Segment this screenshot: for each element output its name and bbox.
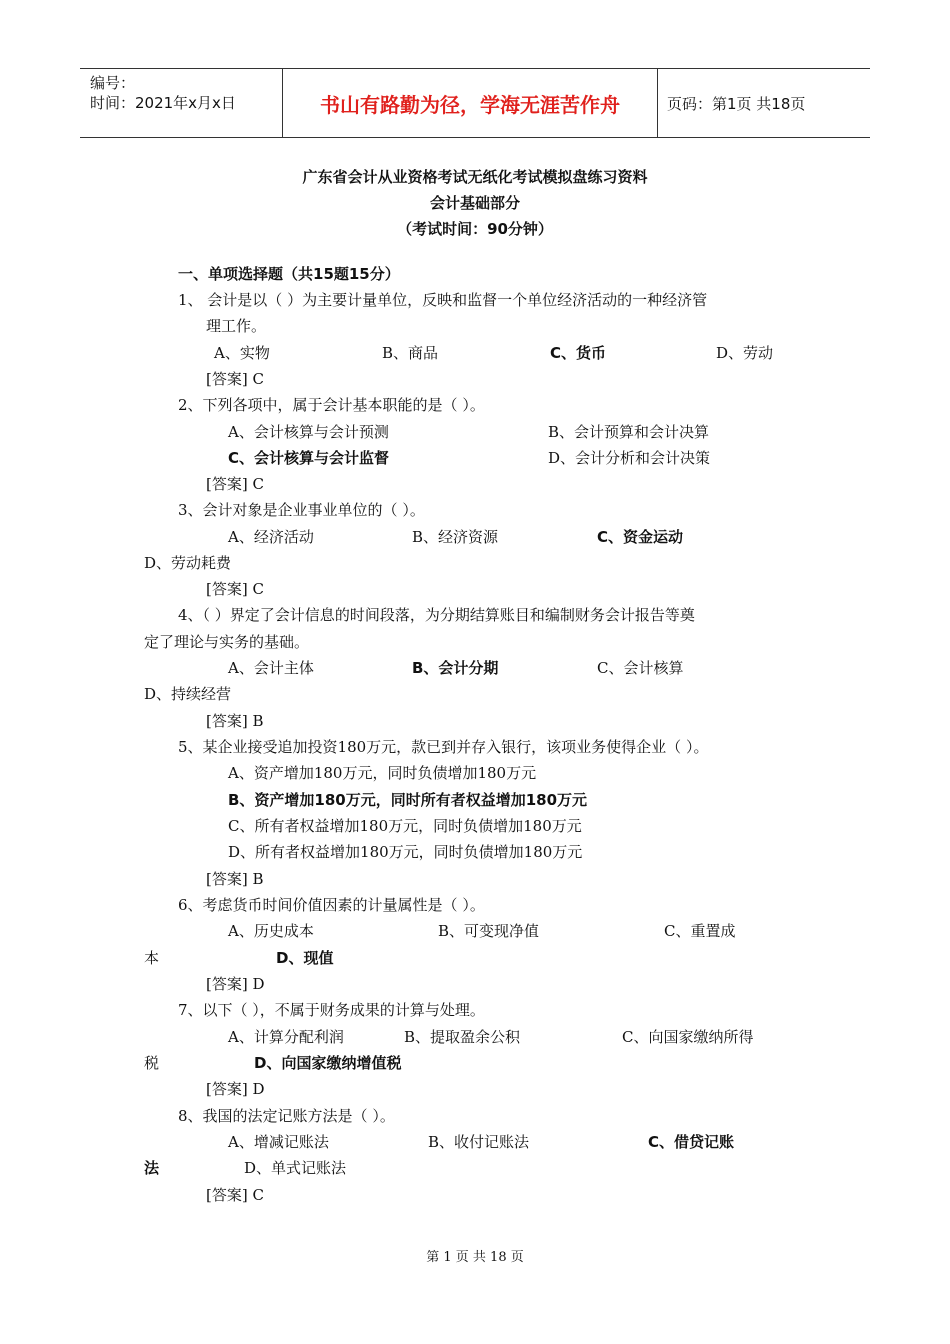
option: A、资产增加180万元，同时负债增加180万元 [228,764,537,782]
answer: [答案] C [206,580,264,598]
option: C、向国家缴纳所得 [622,1028,754,1046]
option: B、收付记账法 [428,1133,530,1151]
answer: [答案] D [206,975,265,993]
question-stem: 2、下列各项中，属于会计基本职能的是（ ）。 [178,396,485,414]
header-motto: 书山有路勤为径，学海无涯苦作舟 [282,69,658,137]
question-stem: 7、以下（ ），不属于财务成果的计算与处理。 [178,1001,485,1019]
question-stem: 8、我国的法定记账方法是（ ）。 [178,1107,395,1125]
question-stem: 5、某企业接受追加投资180万元，款已到并存入银行，该项业务使得企业（ ）。 [178,738,709,756]
option: A、计算分配利润 [228,1028,344,1046]
page-footer: 第 1 页 共 18 页 [426,1250,524,1265]
option: B、商品 [382,344,439,362]
answer: [答案] C [206,475,264,493]
option: D、劳动耗费 [144,554,232,572]
correct-option: B、会计分期 [412,659,499,677]
correct-option: C、货币 [550,344,607,362]
option: A、会计核算与会计预测 [228,423,389,441]
correct-option: D、向国家缴纳增值税 [254,1054,402,1072]
question-stem: 1、 会计是以（ ）为主要计量单位，反映和监督一个单位经济活动的一种经济管 [178,291,708,309]
answer: [答案] B [206,870,264,888]
correct-option: C、借贷记账 [648,1133,735,1151]
question-stem: 3、会计对象是企业事业单位的（ ）。 [178,501,425,519]
option: B、可变现净值 [438,922,540,940]
option: D、单式记账法 [244,1159,347,1177]
option: D、持续经营 [144,685,232,703]
correct-option: D、现值 [276,949,334,967]
document-subtitle: 会计基础部分 [429,194,520,212]
option: D、劳动 [716,344,774,362]
answer: [答案] B [206,712,264,730]
option: C、所有者权益增加180万元，同时负债增加180万元 [228,817,582,835]
correct-option: C、会计核算与会计监督 [228,449,390,467]
option: A、经济活动 [228,528,314,546]
answer: [答案] D [206,1080,265,1098]
option: B、提取盈余公积 [404,1028,521,1046]
document-title: 广东省会计从业资格考试无纸化考试模拟盘练习资料 [302,168,648,186]
option: A、会计主体 [228,659,314,677]
exam-time: （考试时间：90分钟） [397,220,553,238]
option-wrap: 税 [144,1054,160,1072]
question-stem: 4、（ ）界定了会计信息的时间段落，为分期结算账目和编制财务会计报告等奠 [178,606,695,624]
option: D、会计分析和会计决策 [548,449,711,467]
option-wrap: 法 [144,1159,160,1177]
option: C、重置成 [664,922,736,940]
option: D、所有者权益增加180万元，同时负债增加180万元 [228,843,583,861]
header-page-info: 页码：第1页 共18页 [667,94,806,113]
header-meta [80,69,282,137]
question-stem: 定了理论与实务的基础。 [144,633,310,651]
option: C、会计核算 [597,659,684,677]
option: A、实物 [214,344,270,362]
question-stem: 理工作。 [206,317,267,335]
option: A、增减记账法 [228,1133,329,1151]
question-stem: 6、考虑货币时间价值因素的计量属性是（ ）。 [178,896,485,914]
option: B、经济资源 [412,528,499,546]
answer: [答案] C [206,1186,264,1204]
option: B、会计预算和会计决算 [548,423,710,441]
option: A、历史成本 [228,922,314,940]
correct-option: C、资金运动 [597,528,684,546]
section-heading: 一、单项选择题（共15题15分） [178,265,400,283]
option-wrap: 本 [144,949,160,967]
correct-option: B、资产增加180万元，同时所有者权益增加180万元 [228,791,588,809]
document-number-label: 编号： [90,74,136,92]
document-date: 时间：2021年x月x日 [90,94,236,112]
answer: [答案] C [206,370,264,388]
page-header [80,68,870,138]
